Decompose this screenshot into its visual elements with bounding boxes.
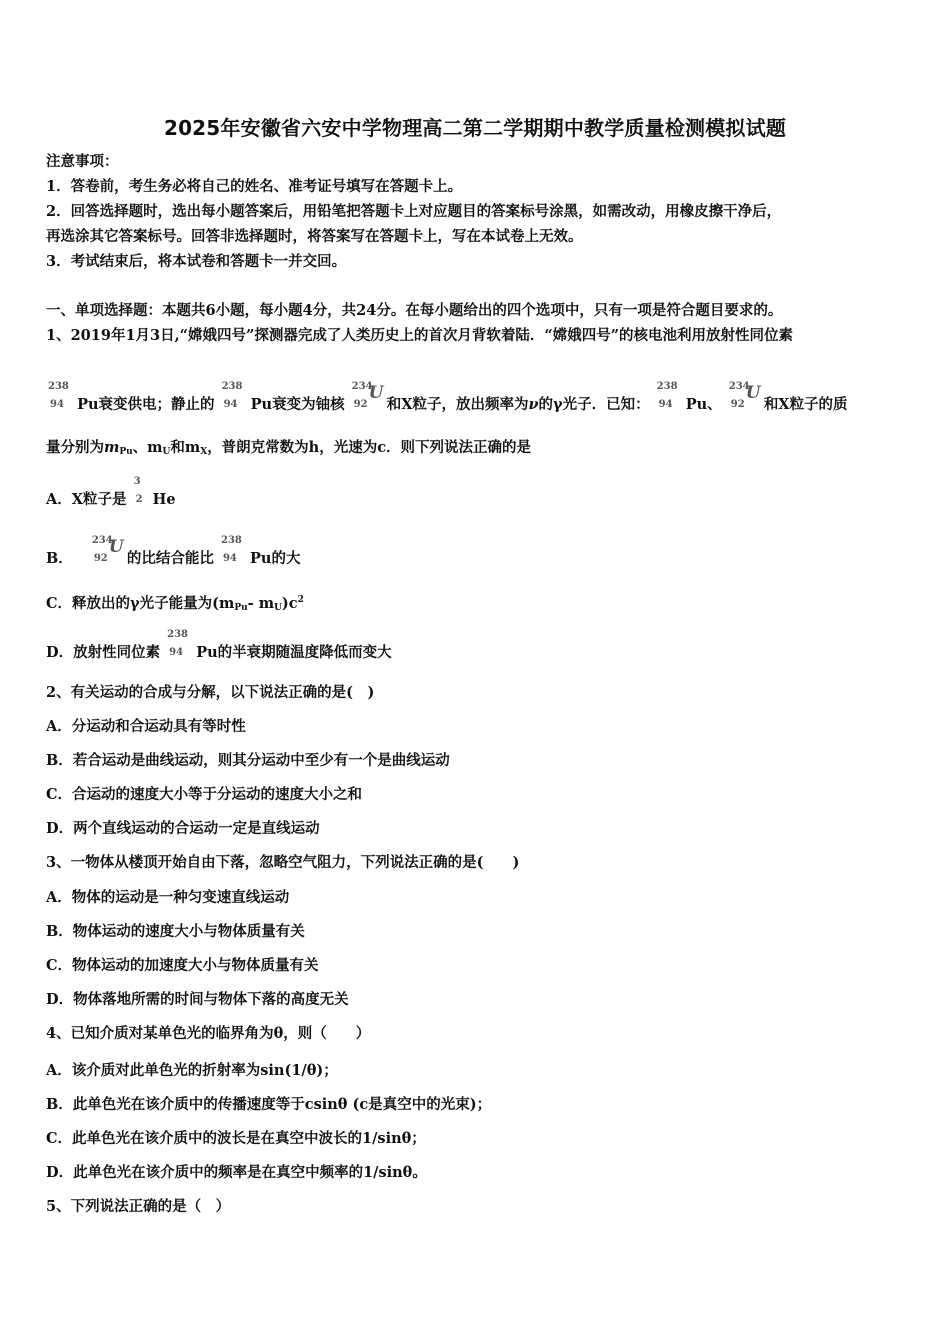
q4-option-b[interactable]: B．此单色光在该介质中的传播速度等于csinθ (c是真空中的光束)；: [46, 1096, 492, 1113]
notice-item: 1．答卷前，考生务必将自己的姓名、准考证号填写在答题卡上。: [46, 178, 463, 195]
q1-option-d[interactable]: D．放射性同位素 238 94 Pu的半衰期随温度降低而变大: [46, 629, 392, 661]
q2-option-b[interactable]: B．若合运动是曲线运动，则其分运动中至少有一个是曲线运动: [46, 752, 450, 769]
q3-option-d[interactable]: D．物体落地所需的时间与物体下落的高度无关: [46, 991, 349, 1008]
isotope-pu: 238 94: [48, 381, 69, 410]
page-title: 2025年安徽省六安中学物理高二第二学期期中教学质量检测模拟试题: [163, 116, 787, 140]
isotope-pu: 238 94: [220, 535, 242, 564]
q1-option-c[interactable]: C．释放出的γ光子能量为($m_{Pu}-$ $m_U)c^2$: [46, 595, 304, 613]
isotope-u: 234 92 U: [728, 381, 761, 410]
q4-option-c[interactable]: C．此单色光在该介质中的波长是在真空中波长的1/sinθ；: [46, 1130, 426, 1147]
q1-stem-line1: 1、2019年1月3日,“嫦娥四号”探测器完成了人类历史上的首次月背软着陆．“嫦娥四号”的核电池利用放射性同位素: [46, 327, 794, 344]
q2-option-c[interactable]: C．合运动的速度大小等于分运动的速度大小之和: [46, 786, 363, 803]
notice-item: 再选涂其它答案标号。回答非选择题时，将答案写在答题卡上，写在本试卷上无效。: [46, 228, 583, 245]
q1-option-b[interactable]: B． 234 92 U 的比结合能比 238 94 Pu的大: [46, 535, 301, 567]
isotope-pu: 238 94: [221, 381, 243, 410]
q4-option-a[interactable]: A．该介质对此单色光的折射率为sin(1/θ)；: [46, 1062, 338, 1079]
q5-stem: 5、下列说法正确的是（ ）: [46, 1198, 231, 1215]
q1-option-a[interactable]: A．X粒子是 3 2 He: [46, 476, 176, 508]
isotope-pu: 238 94: [167, 629, 189, 658]
isotope-he: 3 2: [133, 476, 143, 505]
q3-option-c[interactable]: C．物体运动的加速度大小与物体质量有关: [46, 957, 319, 974]
q4-option-d[interactable]: D．此单色光在该介质中的频率是在真空中频率的1/sinθ。: [46, 1164, 427, 1181]
section-heading: 一、单项选择题：本题共6小题，每小题4分，共24分。在每小题给出的四个选项中，只有一项是符合题目要求的。: [46, 302, 783, 319]
q1-stem-line2: 238 94 Pu衰变供电；静止的 238 94 Pu衰变为铀核 234 92 U 和X粒子，放出频率为ν的γ光子．已知： 238 94 Pu、 234 92 U 和X粒子的质: [48, 381, 848, 413]
notice-heading: 注意事项：: [46, 153, 119, 170]
q2-stem: 2、有关运动的合成与分解，以下说法正确的是( ): [46, 684, 375, 701]
isotope-pu: 238 94: [656, 381, 678, 410]
q3-stem: 3、一物体从楼顶开始自由下落，忽略空气阻力，下列说法正确的是( ): [46, 854, 520, 871]
q2-option-a[interactable]: A．分运动和合运动具有等时性: [46, 718, 246, 735]
q2-option-d[interactable]: D．两个直线运动的合运动一定是直线运动: [46, 820, 320, 837]
q1-stem-line3: 量分别为$m_{Pu}$、$m_U$和$m_X$，普朗克常数为h，光速为c．则下列说法正确的是: [46, 439, 532, 457]
isotope-u: 234 92 U: [351, 381, 384, 410]
q3-option-a[interactable]: A．物体的运动是一种匀变速直线运动: [46, 889, 290, 906]
isotope-u: 234 92 U: [91, 535, 124, 564]
notice-item: 3．考试结束后，将本试卷和答题卡一并交回。: [46, 253, 347, 270]
q4-stem: 4、已知介质对某单色光的临界角为θ，则（ ）: [46, 1025, 371, 1042]
notice-item: 2．回答选择题时，选出每小题答案后，用铅笔把答题卡上对应题目的答案标号涂黑，如需改动，用橡皮擦干净后，: [46, 203, 782, 220]
q3-option-b[interactable]: B．物体运动的速度大小与物体质量有关: [46, 923, 305, 940]
